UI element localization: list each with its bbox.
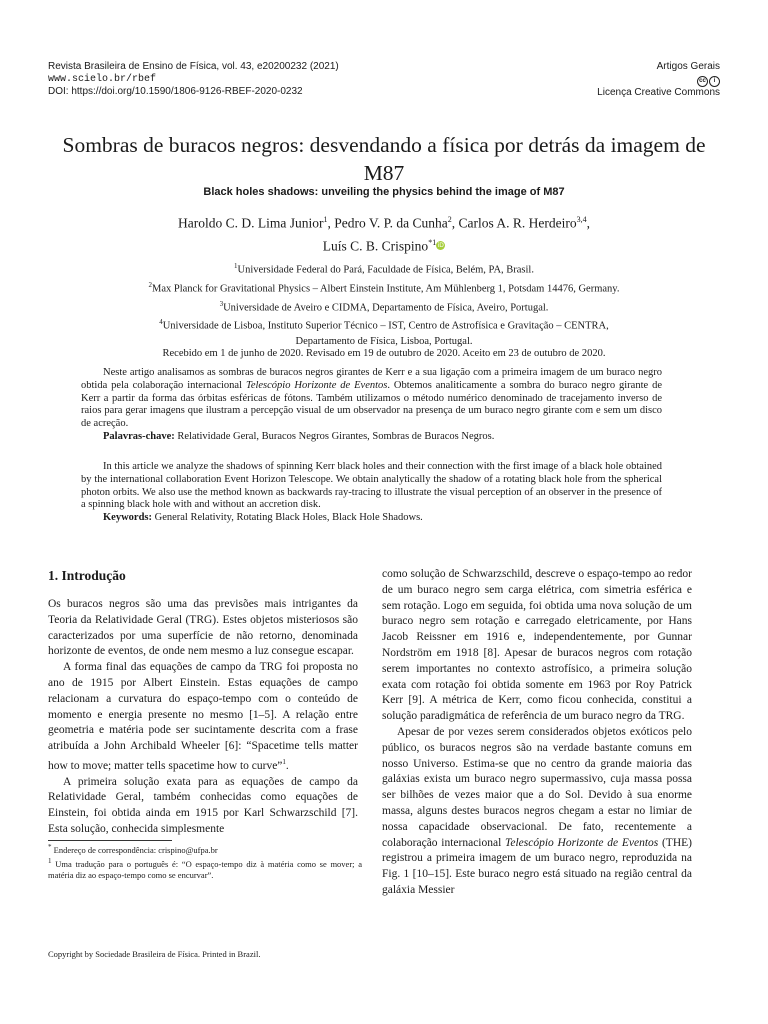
keywords-english: Keywords: General Relativity, Rotating Black Holes, Black Hole Shadows. bbox=[103, 512, 423, 524]
keywords-portuguese: Palavras-chave: Relatividade Geral, Buracos Negros Girantes, Sombras de Buracos Negros. bbox=[103, 430, 495, 442]
affiliation: $^3$Universidade de Aveiro e CIDMA, Departamento de Física, Aveiro, Portugal. bbox=[219, 299, 549, 314]
paragraph: A primeira solução exata para as equações de campo da Relatividade Geral, também conhecidas como equações de Einstein, foi obtida ainda em 1915 por Karl Schwarzschild [7]. Esta solução, conhecida simplesmente bbox=[48, 775, 358, 835]
section-label: Artigos Gerais bbox=[656, 61, 720, 72]
author-name: Luís C. B. Crispino bbox=[322, 238, 429, 253]
affiliations bbox=[48, 259, 720, 349]
affiliation: $^4$Universidade de Lisboa, Instituto Superior Técnico – IST, Centro de Astrofísica e Gravitação – CENTRA, bbox=[159, 318, 609, 332]
journal-url[interactable]: www.scielo.br/rbef bbox=[48, 73, 157, 85]
paragraph: A forma final das equações de campo da TRG foi proposta no ano de 1915 por Albert Einstein. Estas equações de campo relacionam a curvatura do espaço-tempo com o conteúdo de momento e energia presente no mesmo [1–5]. A relação entre geometria e matéria pode ser sucintamente descrita com a frase atribuída a John Archibald Wheeler [6]: “Spacetime tells matter how to move; matter tells spacetime how to curve”$^1$. bbox=[48, 661, 358, 772]
affiliation: $^2$Max Planck for Gravitational Physics – Albert Einstein Institute, Am Mühlenberg 1, Potsdam 14476, Germany. bbox=[148, 280, 620, 295]
section-heading: 1. Introdução bbox=[48, 568, 126, 583]
footnote: * Endereço de correspondência: crispino@ufpa.br bbox=[48, 843, 218, 855]
affiliation: Departamento de Física, Lisboa, Portugal. bbox=[295, 336, 473, 348]
footnotes bbox=[48, 842, 362, 881]
orcid-icon[interactable]: iD bbox=[437, 242, 444, 249]
attribution-icon: i bbox=[709, 76, 720, 87]
abstract-text: In this article we analyze the shadows of spinning Kerr black holes and their connection with the first image of a black hole obtained by the international collaboration Event Horizon Telescope. We obtain analytically the shadow of a rotating black hole from the spherical photon orbits. We also use the method known as backwards ray-tracing to illustrate the visual perception of an observer in the presence of a spinning black hole with and without an accretion disk. bbox=[81, 461, 662, 511]
author-list: Haroldo C. D. Lima Junior$^1$, Pedro V. P. da Cunha$^2$, Carlos A. R. Herdeiro$^{3,4}$, Luís C. B. Crispino$^{*1}$iD bbox=[178, 215, 590, 253]
affiliation: $^1$Universidade Federal do Pará, Faculdade de Física, Belém, PA, Brasil. bbox=[234, 262, 534, 276]
paragraph: como solução de Schwarzschild, descreve o espaço-tempo ao redor de um buraco negro sem carga elétrica, com simetria esférica e sem rotação. Logo em seguida, foi obtida uma nova solução de um buraco negro sem rotação e carregado eletricamente, por Hans Jacob Reissner em 1916 e, independentemente, por Gunnar Nordström em 1918 [8]. Apesar de buracos negros com rotação serem importantes no contexto astrofísico, a primeira solução exata com rotação foi obtida somente em 1963 por Roy Patrick Kerr [9]. A métrica de Kerr, como ficou conhecida, constitui a solução paradigmática de referência de um buraco negro da TRG. bbox=[382, 568, 692, 723]
abstract-portuguese bbox=[81, 367, 662, 444]
author-name: Pedro V. P. da Cunha bbox=[334, 215, 448, 231]
left-column bbox=[48, 597, 358, 838]
copyright-notice: Copyright by Sociedade Brasileira de Física. Printed in Brazil. bbox=[48, 949, 261, 959]
author-name: Haroldo C. D. Lima Junior bbox=[178, 215, 324, 231]
right-column bbox=[382, 567, 692, 899]
doi-link[interactable]: DOI: https://doi.org/10.1590/1806-9126-RBEF-2020-0232 bbox=[48, 86, 303, 97]
paragraph: Apesar de por vezes serem considerados objetos exóticos pelo público, os buracos negros são na verdade bastante comuns em nosso Universo. Estima-se que no centro da grande maioria das galáxias exista um buraco negro supermassivo, cuja massa possa ser bilhões de vezes maior que a do Sol. Devido à sua enorme massa, alguns destes buracos negros chegam a estar no limiar de nossa capacidade observacional. De fato, recentemente a colaboração internacional Telescópio Horizonte de Eventos (THE) registrou a primeira imagem de um buraco negro, reproduzida na Fig. 1 [10–15]. Este buraco negro está situado na região central da galáxia Messier bbox=[382, 725, 692, 896]
license-icons bbox=[697, 76, 720, 87]
footnote-divider bbox=[48, 840, 172, 841]
paper-title: Sombras de buracos negros: desvendando a física por detrás da imagem de M87 bbox=[62, 133, 706, 185]
abstract-english bbox=[81, 461, 662, 525]
footnote-ref[interactable]: 1 bbox=[282, 757, 286, 766]
abstract-text: Neste artigo analisamos as sombras de buracos negros girantes de Kerr e a sua ligação com a primeira imagem de um buraco negro obtida pela colaboração internacional Telescópio Horizonte de Eventos. Obtemos analiticamente a sombra do buraco negro girante de Kerr a partir da forma das órbitas esféricas de fótons. Também utilizamos o método numérico denominado de tracejamento inverso de raios para gerar imagens que ilustram a percepção visual de um observador na presença de um buraco negro girante com e sem um disco de acreção. bbox=[81, 367, 662, 430]
journal-citation: Revista Brasileira de Ensino de Física, vol. 43, e20200232 (2021) bbox=[48, 61, 339, 72]
article-type-header bbox=[597, 61, 720, 99]
author-name: Carlos A. R. Herdeiro bbox=[458, 215, 577, 231]
creative-commons-icon: cc bbox=[697, 76, 708, 87]
license-link[interactable]: Licença Creative Commons bbox=[597, 86, 720, 98]
paragraph: Os buracos negros são uma das previsões mais intrigantes da Teoria da Relatividade Geral (TRG). Estes objetos misteriosos são caracterizados por uma superfície de não retorno, denominada horizonte de eventos, de onde nem mesmo a luz consegue escapar. bbox=[48, 598, 358, 658]
footnote: $^1$ Uma tradução para o português é: “O espaço-tempo diz à matéria como se mover; a matéria diz ao espaço-tempo como se encurvar”. bbox=[48, 856, 362, 880]
paper-subtitle: Black holes shadows: unveiling the physics behind the image of M87 bbox=[203, 186, 565, 198]
journal-header bbox=[48, 61, 339, 99]
submission-dates: Recebido em 1 de junho de 2020. Revisado em 19 de outubro de 2020. Aceito em 23 de outubro de 2020. bbox=[162, 348, 606, 359]
